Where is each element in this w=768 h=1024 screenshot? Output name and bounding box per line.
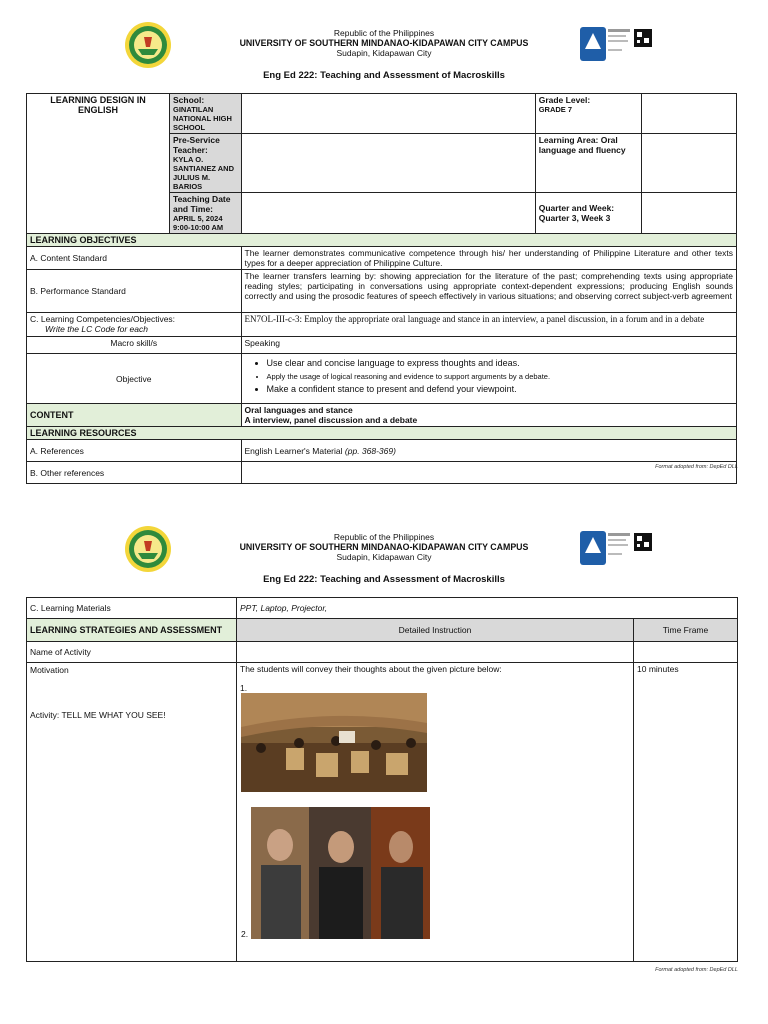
motivation-label: Motivation [30, 665, 69, 675]
picture-1-label: 1. [240, 683, 248, 693]
references-value: English Learner's Material [244, 445, 343, 456]
certification-badge-icon [580, 27, 654, 61]
macro-skill-label: Macro skill/s [27, 337, 242, 354]
politicians-photo [251, 807, 430, 939]
school-label: School: [173, 95, 205, 105]
other-references-label: B. Other references [27, 462, 242, 484]
certification-badge-icon [580, 531, 654, 565]
date-value: APRIL 5, 2024 [173, 214, 223, 223]
grade-blank [641, 94, 736, 134]
university-seal-icon [124, 525, 172, 573]
course-title: Eng Ed 222: Teaching and Assessment of Macroskills [263, 70, 505, 81]
performance-standard-label: B. Performance Standard [27, 270, 242, 313]
activity-name-time [634, 642, 738, 663]
objective-item: • Make a confident stance to present and defend your viewpoint. [267, 383, 733, 396]
activity-name-label: Name of Activity [27, 642, 237, 663]
references-cell [241, 440, 736, 462]
materials-label: C. Learning Materials [27, 598, 237, 619]
objective-label: Objective [27, 354, 242, 404]
objective-list-cell [241, 354, 736, 404]
learning-design-title: LEARNING DESIGN IN ENGLISH [27, 94, 170, 234]
school-cell [170, 94, 242, 134]
performance-standard-text: The learner transfers learning by: showing appreciation for the literature of the past; comprehending texts using appropriate reading styles; participating in conversations using appropriate context-dependent expressions; producing English sounds correctly and using the prosodic features of speech effectively in various situations; and observing correct subject-verb agreement [241, 270, 736, 313]
materials-value: PPT, Laptop, Projector, [237, 598, 738, 619]
school-value: GINATILAN NATIONAL HIGH SCHOOL [173, 105, 232, 132]
objectives-heading: LEARNING OBJECTIVES [27, 234, 737, 247]
references-pages: (pp. 368-369) [344, 445, 396, 456]
grade-label: Grade Level: [538, 95, 591, 105]
motivation-instruction-cell [237, 663, 634, 962]
objective-list [245, 357, 733, 396]
picture-2-label: 2. [241, 929, 249, 939]
references-label: A. References [27, 440, 242, 462]
detailed-instruction-header: Detailed Instruction [237, 619, 634, 642]
content-cell [241, 404, 736, 427]
university-name: UNIVERSITY OF SOUTHERN MINDANAO-KIDAPAWAN CITY CAMPUS [239, 38, 529, 48]
area-blank [641, 134, 736, 193]
time-value: 9:00-10:00 AM [173, 223, 224, 232]
republic-line: Republic of the Philippines [333, 28, 435, 38]
teacher-cell [170, 134, 242, 193]
activity-label: Activity: TELL ME WHAT YOU SEE! [30, 710, 166, 720]
content-heading: CONTENT [27, 404, 242, 427]
content-line-1: Oral languages and stance [244, 405, 353, 415]
resources-heading: LEARNING RESOURCES [27, 427, 737, 440]
course-title: Eng Ed 222: Teaching and Assessment of Macroskills [263, 574, 505, 585]
page-1 [0, 0, 768, 490]
quarter-blank [641, 193, 736, 234]
header-text [200, 532, 568, 562]
competencies-label: C. Learning Competencies/Objectives: [30, 314, 176, 324]
grade-cell [535, 94, 641, 134]
content-standard-text: The learner demonstrates communicative competence through his/ her understanding of Philippine Literature and other texts types for a deeper appreciation of Philippine Culture. [241, 247, 736, 270]
quarter-week: Quarter and Week: Quarter 3, Week 3 [535, 193, 641, 234]
objective-item: • Apply the usage of logical reasoning and evidence to support arguments by a debate. [267, 370, 733, 383]
page-1-footer: Format adopted from: DepEd DLL [655, 464, 738, 470]
motivation-text: The students will convey their thoughts about the given picture below: [240, 664, 502, 674]
time-frame-header: Time Frame [634, 619, 738, 642]
teacher-value: KYLA O. SANTIANEZ AND JULIUS M. BARIOS [173, 155, 234, 191]
parliament-photo [241, 693, 427, 792]
page-header [0, 504, 768, 584]
teacher-label: Pre-Service Teacher: [173, 135, 220, 155]
teacher-blank [241, 134, 535, 193]
date-cell [170, 193, 242, 234]
learning-design-table [26, 93, 737, 484]
content-line-2: A interview, panel discussion and a debate [244, 415, 418, 425]
strategies-heading: LEARNING STRATEGIES AND ASSESSMENT [27, 619, 237, 642]
objective-item: • Use clear and concise language to express thoughts and ideas. [267, 357, 733, 370]
competencies-sublabel: Write the LC Code for each [45, 324, 148, 334]
page-header [0, 0, 768, 80]
page-2 [0, 504, 768, 1024]
grade-value: GRADE 7 [538, 105, 573, 114]
strategies-table [26, 597, 738, 962]
date-label: Teaching Date and Time: [173, 194, 231, 214]
activity-name-value [237, 642, 634, 663]
macro-skill-value: Speaking [241, 337, 736, 354]
republic-line: Republic of the Philippines [333, 532, 435, 542]
learning-area: Learning Area: Oral language and fluency [535, 134, 641, 193]
page-2-footer: Format adopted from: DepEd DLL [655, 967, 738, 973]
university-name: UNIVERSITY OF SOUTHERN MINDANAO-KIDAPAWAN CITY CAMPUS [239, 542, 529, 552]
content-standard-label: A. Content Standard [27, 247, 242, 270]
university-address: Sudapin, Kidapawan City [336, 48, 432, 58]
date-blank [241, 193, 535, 234]
motivation-time: 10 minutes [634, 663, 738, 962]
motivation-cell [27, 663, 237, 962]
university-seal-icon [124, 21, 172, 69]
competencies-text: EN7OL-III-c-3: Employ the appropriate oral language and stance in an interview, a panel discussion, in a forum and in a debate [241, 313, 736, 337]
university-address: Sudapin, Kidapawan City [336, 552, 432, 562]
competencies-cell [27, 313, 242, 337]
school-blank [241, 94, 535, 134]
header-text [200, 28, 568, 58]
